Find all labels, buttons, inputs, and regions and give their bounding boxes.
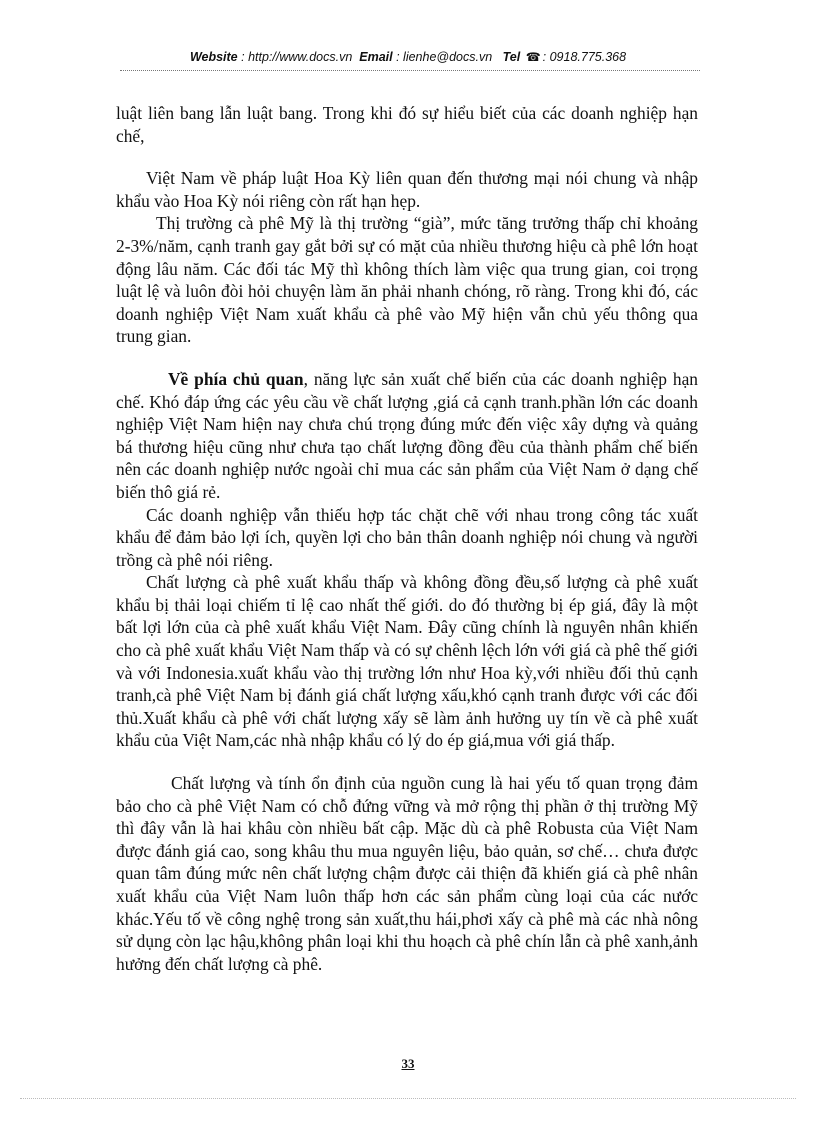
- email-value: : lienhe@docs.vn: [396, 50, 493, 64]
- page-number: 33: [401, 1056, 415, 1071]
- header-divider: [120, 70, 700, 71]
- website-label: Website: [189, 50, 238, 64]
- page-header: [0, 50, 816, 64]
- subjective-text: , năng lực sản xuất chế biến của các doanh nghiệp hạn chế. Khó đáp ứng các yêu cầu về chất lượng ,giá cả cạnh tranh.phần lớn các doanh nghiệp Việt Nam hiện nay chưa chú trọng đúng mức đến việc xây dựng và quảng bá thương hiệu cũng như chưa tạo chất lượng đồng đều của thành phẩm chế biến nên các doanh nghiệp nước ngoài chỉ mua các sản phẩm của Việt Nam ở dạng chế biến thô giá rẻ.: [116, 368, 698, 502]
- tel-value: : 0918.775.368: [542, 50, 627, 64]
- paragraph: Chất lượng và tính ổn định của nguồn cung là hai yếu tố quan trọng đảm bảo cho cà phê Việt Nam có chỗ đứng vững và mở rộng thị phần ở thị trường Mỹ thì đây vẫn là hai khâu còn nhiều bất cập. Mặc dù cà phê Robusta của Việt Nam được đánh giá cao, song khâu thu mua nguyên liệu, bảo quản, sơ chế… chưa được quan tâm đúng mức nên chất lượng chậm được cải thiện đã khiến giá cà phê nhân xuất khẩu của Việt Nam luôn thấp hơn các sản phẩm cùng loại của các nước khác.Yếu tố về công nghệ trong sản xuất,thu hái,phơi xấy cà phê mà các nhà nông sử dụng còn lạc hậu,không phân loại khi thu hoạch cà phê chín lẫn cà phê xanh,ảnh hưởng đến chất lượng cà phê.: [116, 773, 698, 974]
- footer-divider: [20, 1098, 796, 1099]
- paragraph: luật liên bang lẫn luật bang. Trong khi đó sự hiểu biết của các doanh nghiệp hạn chế,: [116, 103, 698, 146]
- phone-icon: ☎: [525, 50, 541, 64]
- paragraph: Các doanh nghiệp vẫn thiếu hợp tác chặt chẽ với nhau trong công tác xuất khẩu để đảm bảo lợi ích, quyền lợi cho bản thân doanh nghiệp nói chung và người trồng cà phê nói riêng.: [116, 504, 698, 570]
- paragraph: Chất lượng cà phê xuất khẩu thấp và không đồng đều,số lượng cà phê xuất khẩu bị thải loại chiếm tỉ lệ cao nhất thế giới. do đó thường bị ép giá, đây là một bất lợi lớn của cà phê xuất khẩu Việt Nam. Đây cũng chính là nguyên nhân khiến cho cà phê xuất khẩu Việt Nam thấp và có sự chênh lệch lớn với giá cà phê thế giới và với Indonesia.xuất khẩu vào thị trường lớn như Hoa kỳ,với nhiều đối thủ cạnh tranh,cà phê Việt Nam bị đánh giá chất lượng xấu,khó cạnh tranh được với các đối thủ.Xuất khẩu cà phê với chất lượng xấy sẽ làm ảnh hưởng uy tín về cà phê xuất khẩu của Việt Nam,các nhà nhập khẩu có lý do ép giá,mua với giá thấp.: [116, 572, 698, 751]
- paragraph-subjective: [116, 368, 698, 504]
- subjective-lead: Về phía chủ quan: [168, 368, 304, 389]
- website-value: : http://www.docs.vn: [241, 50, 353, 64]
- paragraph: Việt Nam về pháp luật Hoa Kỳ liên quan đến thương mại nói chung và nhập khẩu vào Hoa Kỳ nói riêng còn rất hạn hẹp.: [116, 168, 698, 211]
- tel-label: Tel: [502, 50, 521, 64]
- paragraph: Thị trường cà phê Mỹ là thị trường “già”, mức tăng trưởng thấp chỉ khoảng 2-3%/năm, cạnh tranh gay gắt bởi sự có mặt của nhiều thương hiệu cà phê lớn hoạt động lâu năm. Các đối tác Mỹ thì không thích làm việc qua trung gian, coi trọng luật lệ và luôn đòi hỏi chuyện làm ăn phải nhanh chóng, rõ ràng. Trong khi đó, các doanh nghiệp Việt Nam xuất khẩu cà phê vào Mỹ hiện vẫn chủ yếu thông qua trung gian.: [116, 213, 698, 347]
- document-body: [116, 102, 698, 975]
- email-label: Email: [359, 50, 393, 64]
